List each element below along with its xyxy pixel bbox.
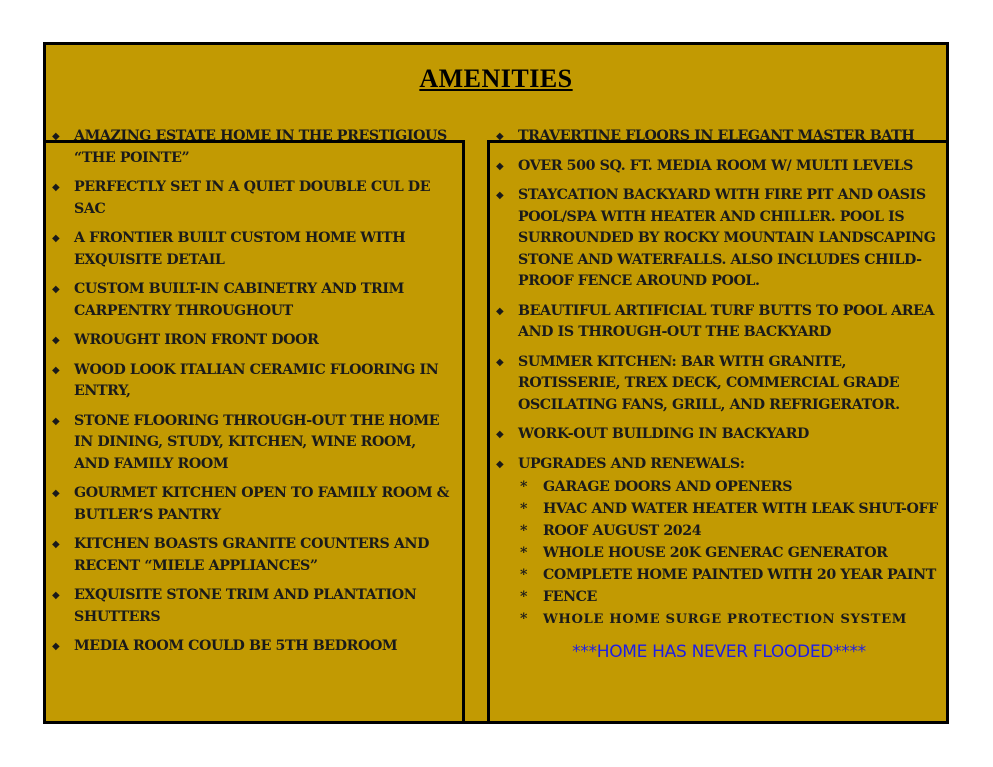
diamond-bullet-icon: ◆: [496, 190, 504, 201]
diamond-bullet-icon: ◆: [52, 131, 60, 142]
list-item-text: EXQUISITE STONE TRIM AND PLANTATION SHUTTERS: [74, 587, 417, 625]
list-item: [49, 636, 454, 658]
list-item-text: GOURMET KITCHEN OPEN TO FAMILY ROOM & BUTLER’S PANTRY: [74, 485, 450, 523]
list-item: [49, 330, 454, 352]
diamond-bullet-icon: ◆: [52, 335, 60, 346]
list-item: [49, 279, 454, 322]
diamond-bullet-icon: ◆: [52, 364, 60, 376]
list-item-text: PERFECTLY SET IN A QUIET DOUBLE CUL DE SAC: [74, 179, 431, 217]
diamond-bullet-icon: ◆: [52, 641, 60, 652]
list-item-text: MEDIA ROOM COULD BE 5TH BEDROOM: [74, 638, 398, 654]
diamond-bullet-icon: ◆: [52, 415, 60, 427]
list-item: [493, 352, 945, 417]
left-amenities-list: [49, 126, 454, 658]
list-item: [49, 126, 454, 169]
left-column: [49, 126, 454, 666]
diamond-bullet-icon: ◆: [496, 356, 504, 368]
diamond-bullet-icon: ◆: [52, 590, 60, 601]
upgrade-item: [518, 520, 945, 542]
upgrade-item-text: COMPLETE HOME PAINTED WITH 20 YEAR PAINT: [543, 567, 936, 583]
list-item: [49, 585, 454, 628]
asterisk-bullet-icon: *: [520, 611, 528, 627]
diamond-bullet-icon: ◆: [496, 305, 504, 317]
upgrade-item-text: HVAC AND WATER HEATER WITH LEAK SHUT-OFF: [543, 501, 938, 517]
list-item-text: OVER 500 SQ. FT. MEDIA ROOM W/ MULTI LEVELS: [518, 157, 913, 174]
list-item: [493, 301, 945, 344]
column-divider: [462, 140, 490, 721]
diamond-bullet-icon: ◆: [52, 182, 60, 193]
diamond-bullet-icon: ◆: [52, 284, 60, 295]
list-item-text: STAYCATION BACKYARD WITH FIRE PIT AND OASIS POOL/SPA WITH HEATER AND CHILLER. POOL IS SURROUNDED BY ROCKY MOUNTAIN LANDSCAPING STONE AND WATERFALLS. ALSO INCLUDES CHILD-PROOF FENCE AROUND POOL.: [518, 187, 936, 289]
list-item: [49, 411, 454, 476]
list-item: [49, 360, 454, 403]
list-item: [49, 177, 454, 220]
asterisk-bullet-icon: *: [520, 545, 528, 561]
diamond-bullet-icon: ◆: [496, 458, 504, 470]
asterisk-bullet-icon: *: [520, 479, 528, 495]
diamond-bullet-icon: ◆: [496, 131, 504, 142]
diamond-bullet-icon: ◆: [52, 233, 60, 244]
asterisk-bullet-icon: *: [520, 523, 528, 539]
right-amenities-list: [493, 126, 945, 631]
list-item-text: WROUGHT IRON FRONT DOOR: [74, 332, 319, 348]
upgrades-list: [518, 476, 945, 631]
list-item: [493, 126, 945, 148]
asterisk-bullet-icon: *: [520, 567, 528, 583]
list-item-text: SUMMER KITCHEN: BAR WITH GRANITE, ROTISSERIE, TREX DECK, COMMERCIAL GRADE OSCILATING FANS, GRILL, AND REFRIGERATOR.: [518, 353, 900, 413]
list-item-text: BEAUTIFUL ARTIFICIAL TURF BUTTS TO POOL AREA AND IS THROUGH-OUT THE BACKYARD: [518, 302, 935, 340]
list-item-text: TRAVERTINE FLOORS IN ELEGANT MASTER BATH: [518, 128, 915, 144]
diamond-bullet-icon: ◆: [496, 429, 504, 440]
upgrade-item-text: ROOF AUGUST 2024: [543, 523, 702, 539]
list-item: [49, 534, 454, 577]
list-item-text: WORK-OUT BUILDING IN BACKYARD: [518, 426, 809, 442]
upgrade-item: [518, 564, 945, 586]
upgrade-item-text: WHOLE HOME SURGE PROTECTION SYSTEM: [543, 612, 907, 627]
asterisk-bullet-icon: *: [520, 589, 528, 605]
list-item-text: WOOD LOOK ITALIAN CERAMIC FLOORING IN ENTRY,: [74, 361, 439, 399]
list-item-text: A FRONTIER BUILT CUSTOM HOME WITH EXQUISITE DETAIL: [74, 230, 406, 268]
upgrade-item: [518, 542, 945, 564]
upgrade-item: [518, 608, 945, 631]
list-item: [493, 424, 945, 446]
upgrades-item: [493, 454, 945, 632]
list-item-text: CUSTOM BUILT-IN CABINETRY AND TRIM CARPENTRY THROUGHOUT: [74, 281, 404, 319]
never-flooded-note: ***HOME HAS NEVER FLOODED****: [572, 642, 866, 662]
upgrade-item: [518, 476, 945, 498]
upgrade-item-text: FENCE: [543, 589, 597, 605]
right-column: [493, 126, 945, 639]
upgrade-item-text: GARAGE DOORS AND OPENERS: [543, 479, 793, 495]
list-item: [493, 156, 945, 178]
diamond-bullet-icon: ◆: [496, 160, 504, 172]
upgrade-item: [518, 498, 945, 520]
list-item: [493, 185, 945, 293]
list-item: [49, 483, 454, 526]
diamond-bullet-icon: ◆: [52, 539, 60, 550]
upgrade-item: [518, 586, 945, 608]
page-title: AMENITIES: [419, 64, 573, 93]
list-item-text: KITCHEN BOASTS GRANITE COUNTERS AND RECENT “MIELE APPLIANCES”: [74, 536, 430, 574]
list-item: [49, 228, 454, 271]
diamond-bullet-icon: ◆: [52, 488, 60, 499]
list-item-text: AMAZING ESTATE HOME IN THE PRESTIGIOUS “THE POINTE”: [74, 128, 447, 166]
asterisk-bullet-icon: *: [520, 501, 528, 517]
list-item-text: UPGRADES AND RENEWALS:: [518, 455, 745, 472]
upgrade-item-text: WHOLE HOUSE 20K GENERAC GENERATOR: [543, 545, 888, 561]
list-item-text: STONE FLOORING THROUGH-OUT THE HOME IN DINING, STUDY, KITCHEN, WINE ROOM, AND FAMILY ROOM: [74, 412, 440, 472]
